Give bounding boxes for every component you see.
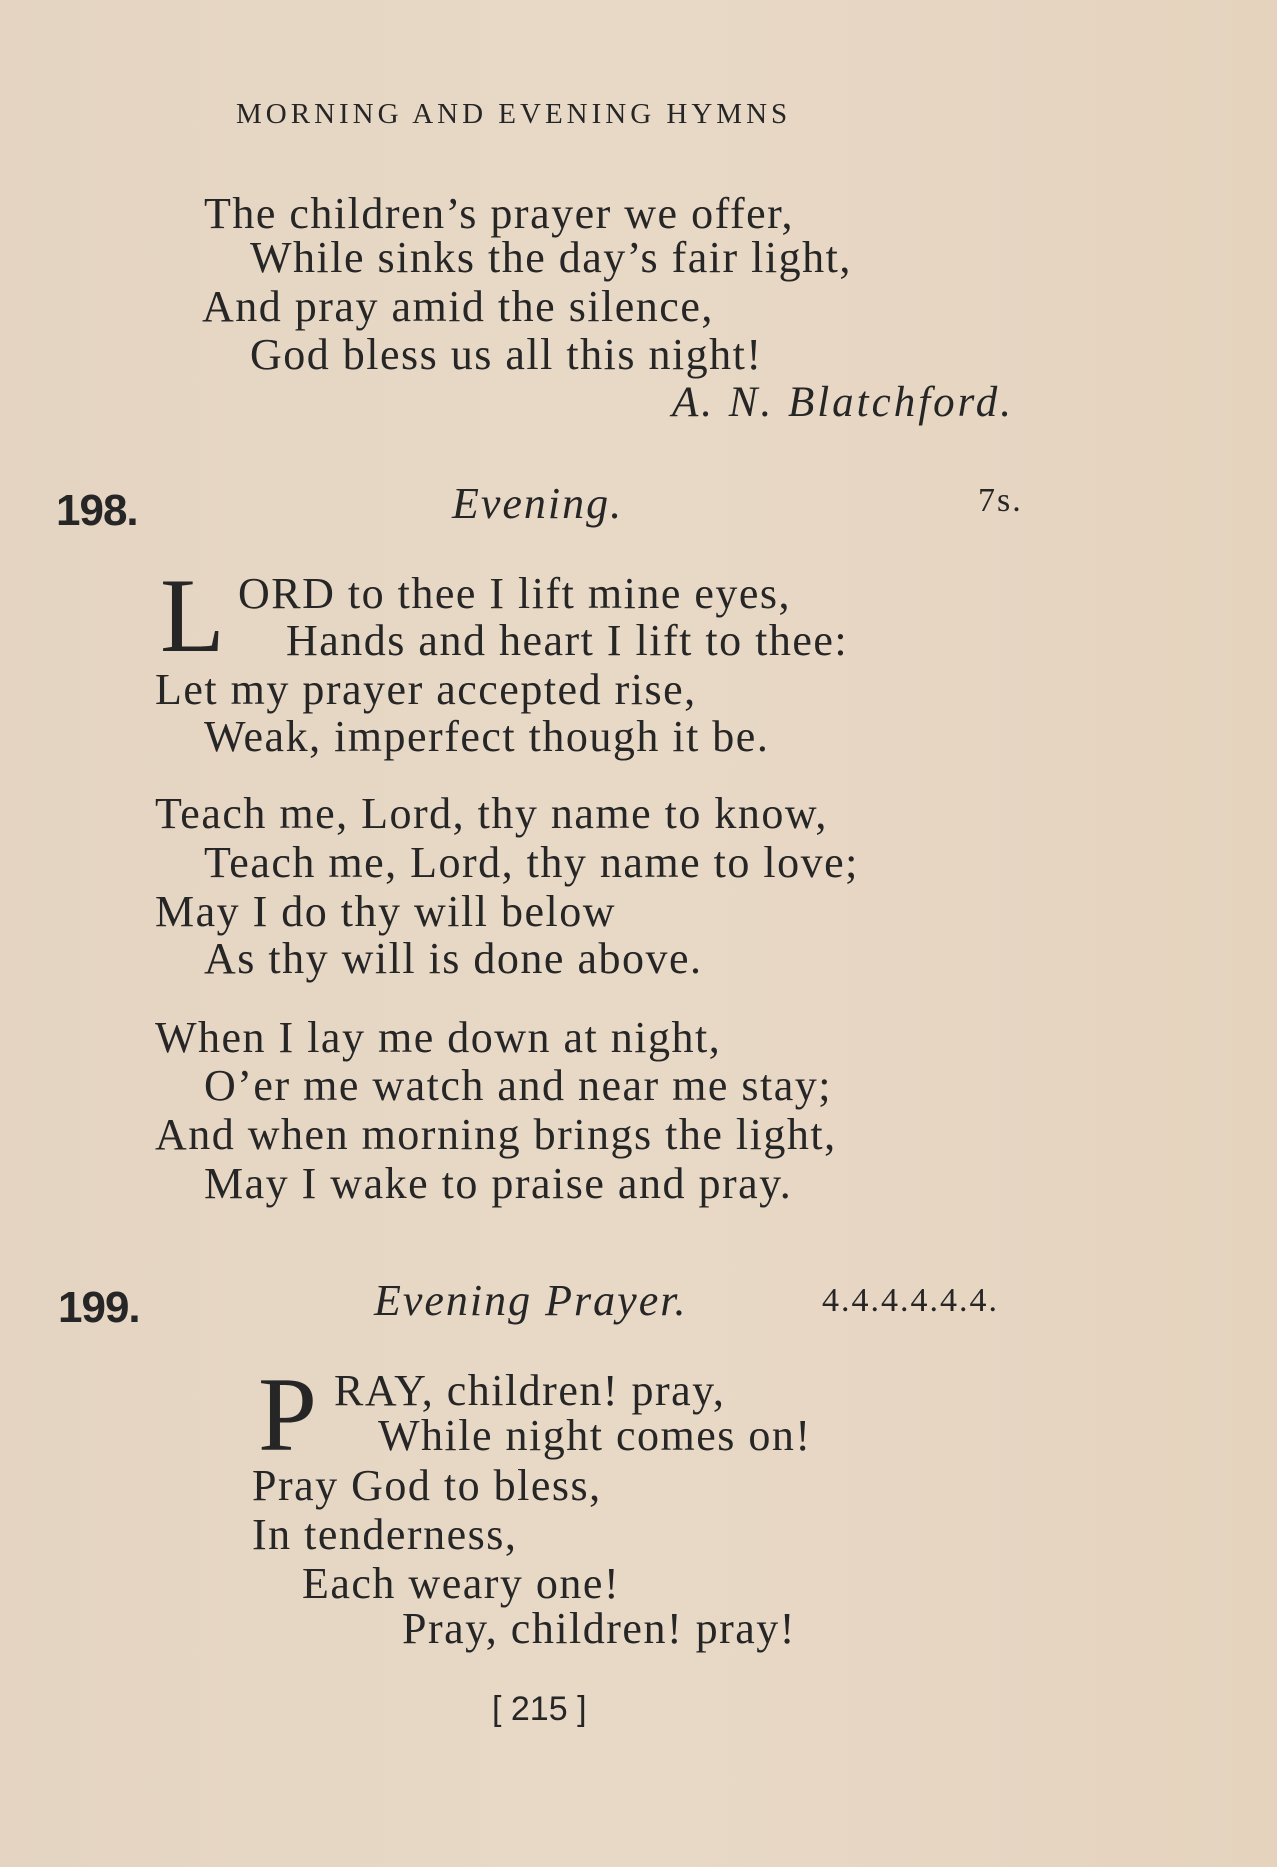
hymn-number: 198. xyxy=(56,486,138,535)
prev-hymn-line: While sinks the day’s fair light, xyxy=(250,233,852,282)
hymn-meter: 7s. xyxy=(978,482,1023,519)
page-number: [ 215 ] xyxy=(492,1690,587,1728)
prev-hymn-line: The children’s prayer we offer, xyxy=(204,189,795,238)
verse-line: As thy will is done above. xyxy=(204,934,703,983)
verse-line: Teach me, Lord, thy name to know, xyxy=(155,789,828,838)
prev-hymn-line: And pray amid the silence, xyxy=(202,282,714,331)
verse-line: ORD to thee I lift mine eyes, xyxy=(238,569,792,618)
prev-hymn-line: God bless us all this night! xyxy=(250,330,763,379)
hymn-title: Evening. xyxy=(452,479,624,528)
verse-line: Let my prayer accepted rise, xyxy=(155,665,697,714)
verse-line: When I lay me down at night, xyxy=(155,1013,722,1062)
verse-line: Teach me, Lord, thy name to love; xyxy=(204,838,859,887)
running-header: MORNING AND EVENING HYMNS xyxy=(236,98,792,130)
verse-line: May I wake to praise and pray. xyxy=(204,1159,793,1208)
drop-cap: P xyxy=(258,1356,317,1473)
drop-cap: L xyxy=(160,557,225,674)
hymn-meter: 4.4.4.4.4.4. xyxy=(822,1282,999,1319)
verse-line: In tenderness, xyxy=(252,1510,518,1559)
verse-line: While night comes on! xyxy=(378,1411,812,1460)
hymn-number: 199. xyxy=(58,1283,140,1332)
author-attribution: A. N. Blatchford. xyxy=(672,379,1015,426)
verse-line: Each weary one! xyxy=(302,1559,621,1608)
verse-line: And when morning brings the light, xyxy=(155,1110,837,1159)
verse-line: RAY, children! pray, xyxy=(334,1366,726,1415)
hymn-title: Evening Prayer. xyxy=(374,1276,688,1325)
verse-line: Pray, children! pray! xyxy=(402,1604,796,1653)
verse-line: Hands and heart I lift to thee: xyxy=(286,616,849,665)
verse-line: O’er me watch and near me stay; xyxy=(204,1061,833,1110)
verse-line: Pray God to bless, xyxy=(252,1461,602,1510)
verse-line: Weak, imperfect though it be. xyxy=(204,712,770,761)
verse-line: May I do thy will below xyxy=(155,887,617,936)
